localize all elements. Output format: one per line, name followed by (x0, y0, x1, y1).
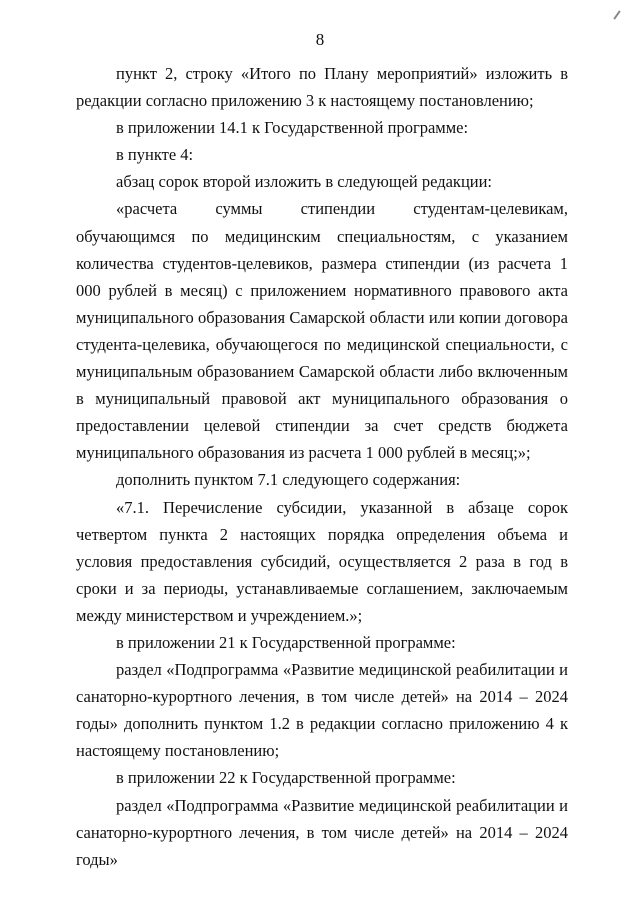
corner-mark (613, 10, 620, 19)
page-number: 8 (315, 30, 325, 49)
paragraph-5: «расчета суммы стипендии студентам-целевикам, обучающимся по медицинским специальностям, с указанием количества студентов-целевиков, размера стипендии (из расчета 1 000 рублей в месяц) с приложением нормативного правового акта муниципального образования Самарской области или копии договора студента-целевика, обучающегося по медицинской специальности, с муниципальным образованием Самарской области либо включенным в муниципальный правовой акт муниципального образования о предоставлении целевой стипендии за счет средств бюджета муниципального образования из расчета 1 000 рублей в месяц;»; (76, 199, 568, 463)
paragraph-2: в приложении 14.1 к Государственной программе: (116, 118, 469, 138)
paragraph-6: дополнить пунктом 7.1 следующего содержания: (116, 470, 461, 490)
paragraph-11: раздел «Подпрограмма «Развитие медицинской реабилитации и санаторно-курортного лечения, в том числе детей» на 2014 – 2024 годы» (76, 795, 568, 869)
paragraph-9: раздел «Подпрограмма «Развитие медицинской реабилитации и санаторно-курортного лечения, в том числе детей» на 2014 – 2024 годы» дополнить пунктом 1.2 в редакции согласно приложению 4 к настоящему постановлению; (76, 660, 568, 761)
paragraph-1: пункт 2, строку «Итого по Плану мероприятий» изложить в редакции согласно приложению 3 к настоящему постановлению; (76, 64, 568, 111)
paragraph-7: «7.1. Перечисление субсидии, указанной в абзаце сорок четвертом пункта 2 настоящих порядка определения объема и условия предоставления субсидий, осуществляется 2 раза в год в сроки и за периоды, устанавливаемые соглашением, заключаемым между министерством и учреждением.»; (76, 497, 568, 625)
paragraph-10: в приложении 22 к Государственной программе: (116, 768, 456, 788)
document-body (76, 60, 568, 873)
paragraph-8: в приложении 21 к Государственной программе: (116, 632, 456, 652)
paragraph-4: абзац сорок второй изложить в следующей редакции: (116, 172, 493, 192)
paragraph-3: в пункте 4: (116, 145, 194, 165)
